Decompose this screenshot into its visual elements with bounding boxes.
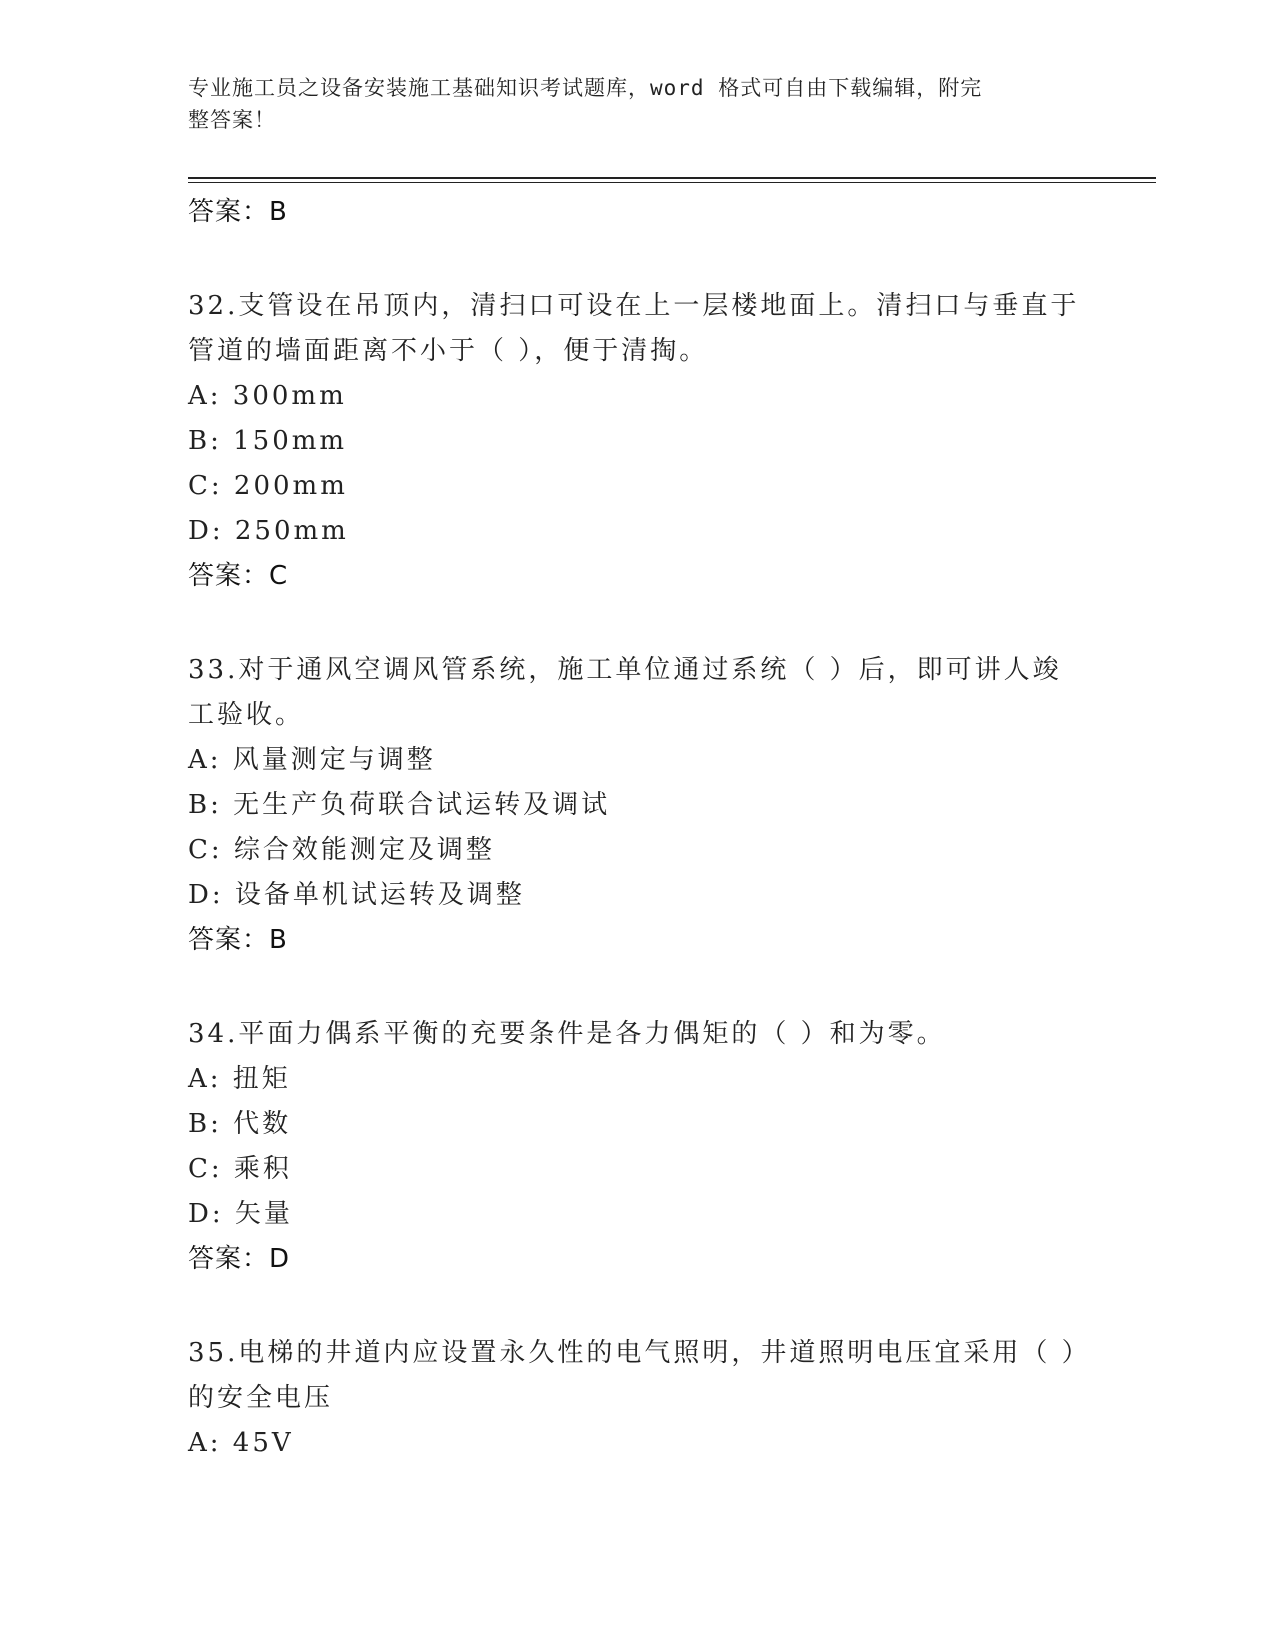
option-a: A: 扭矩	[188, 1064, 291, 1094]
option-b: B: 代数	[188, 1109, 292, 1139]
option-a: A: 风量测定与调整	[188, 745, 436, 775]
question-list	[188, 190, 1088, 1466]
answer-line: 答案：C	[188, 561, 289, 591]
answer-line: 答案：D	[188, 1244, 291, 1274]
option-d: D: 矢量	[188, 1199, 293, 1229]
question-stem: 32.支管设在吊顶内，清扫口可设在上一层楼地面上。清扫口与垂直于管道的墙面距离不小于（ ），便于清掏。	[188, 291, 1080, 366]
question-stem: 33.对于通风空调风管系统，施工单位通过系统（ ）后，即可讲人竣工验收。	[188, 655, 1062, 730]
option-d: D: 设备单机试运转及调整	[188, 880, 525, 910]
header-divider-thin	[188, 182, 1156, 183]
answer-line: 答案：B	[188, 197, 288, 227]
option-b: B: 无生产负荷联合试运转及调试	[188, 790, 611, 820]
document-header: 专业施工员之设备安装施工基础知识考试题库，word 格式可自由下载编辑，附完 整答案！	[188, 76, 983, 132]
option-c: C: 综合效能测定及调整	[188, 835, 495, 865]
question-34	[188, 1012, 1088, 1281]
option-d: D: 250mm	[188, 516, 349, 546]
question-stem: 35.电梯的井道内应设置永久性的电气照明，井道照明电压宜采用（ ）的安全电压	[188, 1338, 1078, 1413]
option-a: A: 300mm	[188, 381, 347, 411]
question-33	[188, 648, 1088, 962]
header-divider	[188, 177, 1156, 179]
answer-line: 答案：B	[188, 925, 288, 955]
option-b: B: 150mm	[188, 426, 348, 456]
option-c: C: 乘积	[188, 1154, 292, 1184]
option-a: A: 45V	[188, 1428, 294, 1458]
question-stem: 34.平面力偶系平衡的充要条件是各力偶矩的（ ）和为零。	[188, 1019, 946, 1049]
question-35	[188, 1331, 1088, 1466]
option-c: C: 200mm	[188, 471, 348, 501]
question-32	[188, 284, 1088, 598]
